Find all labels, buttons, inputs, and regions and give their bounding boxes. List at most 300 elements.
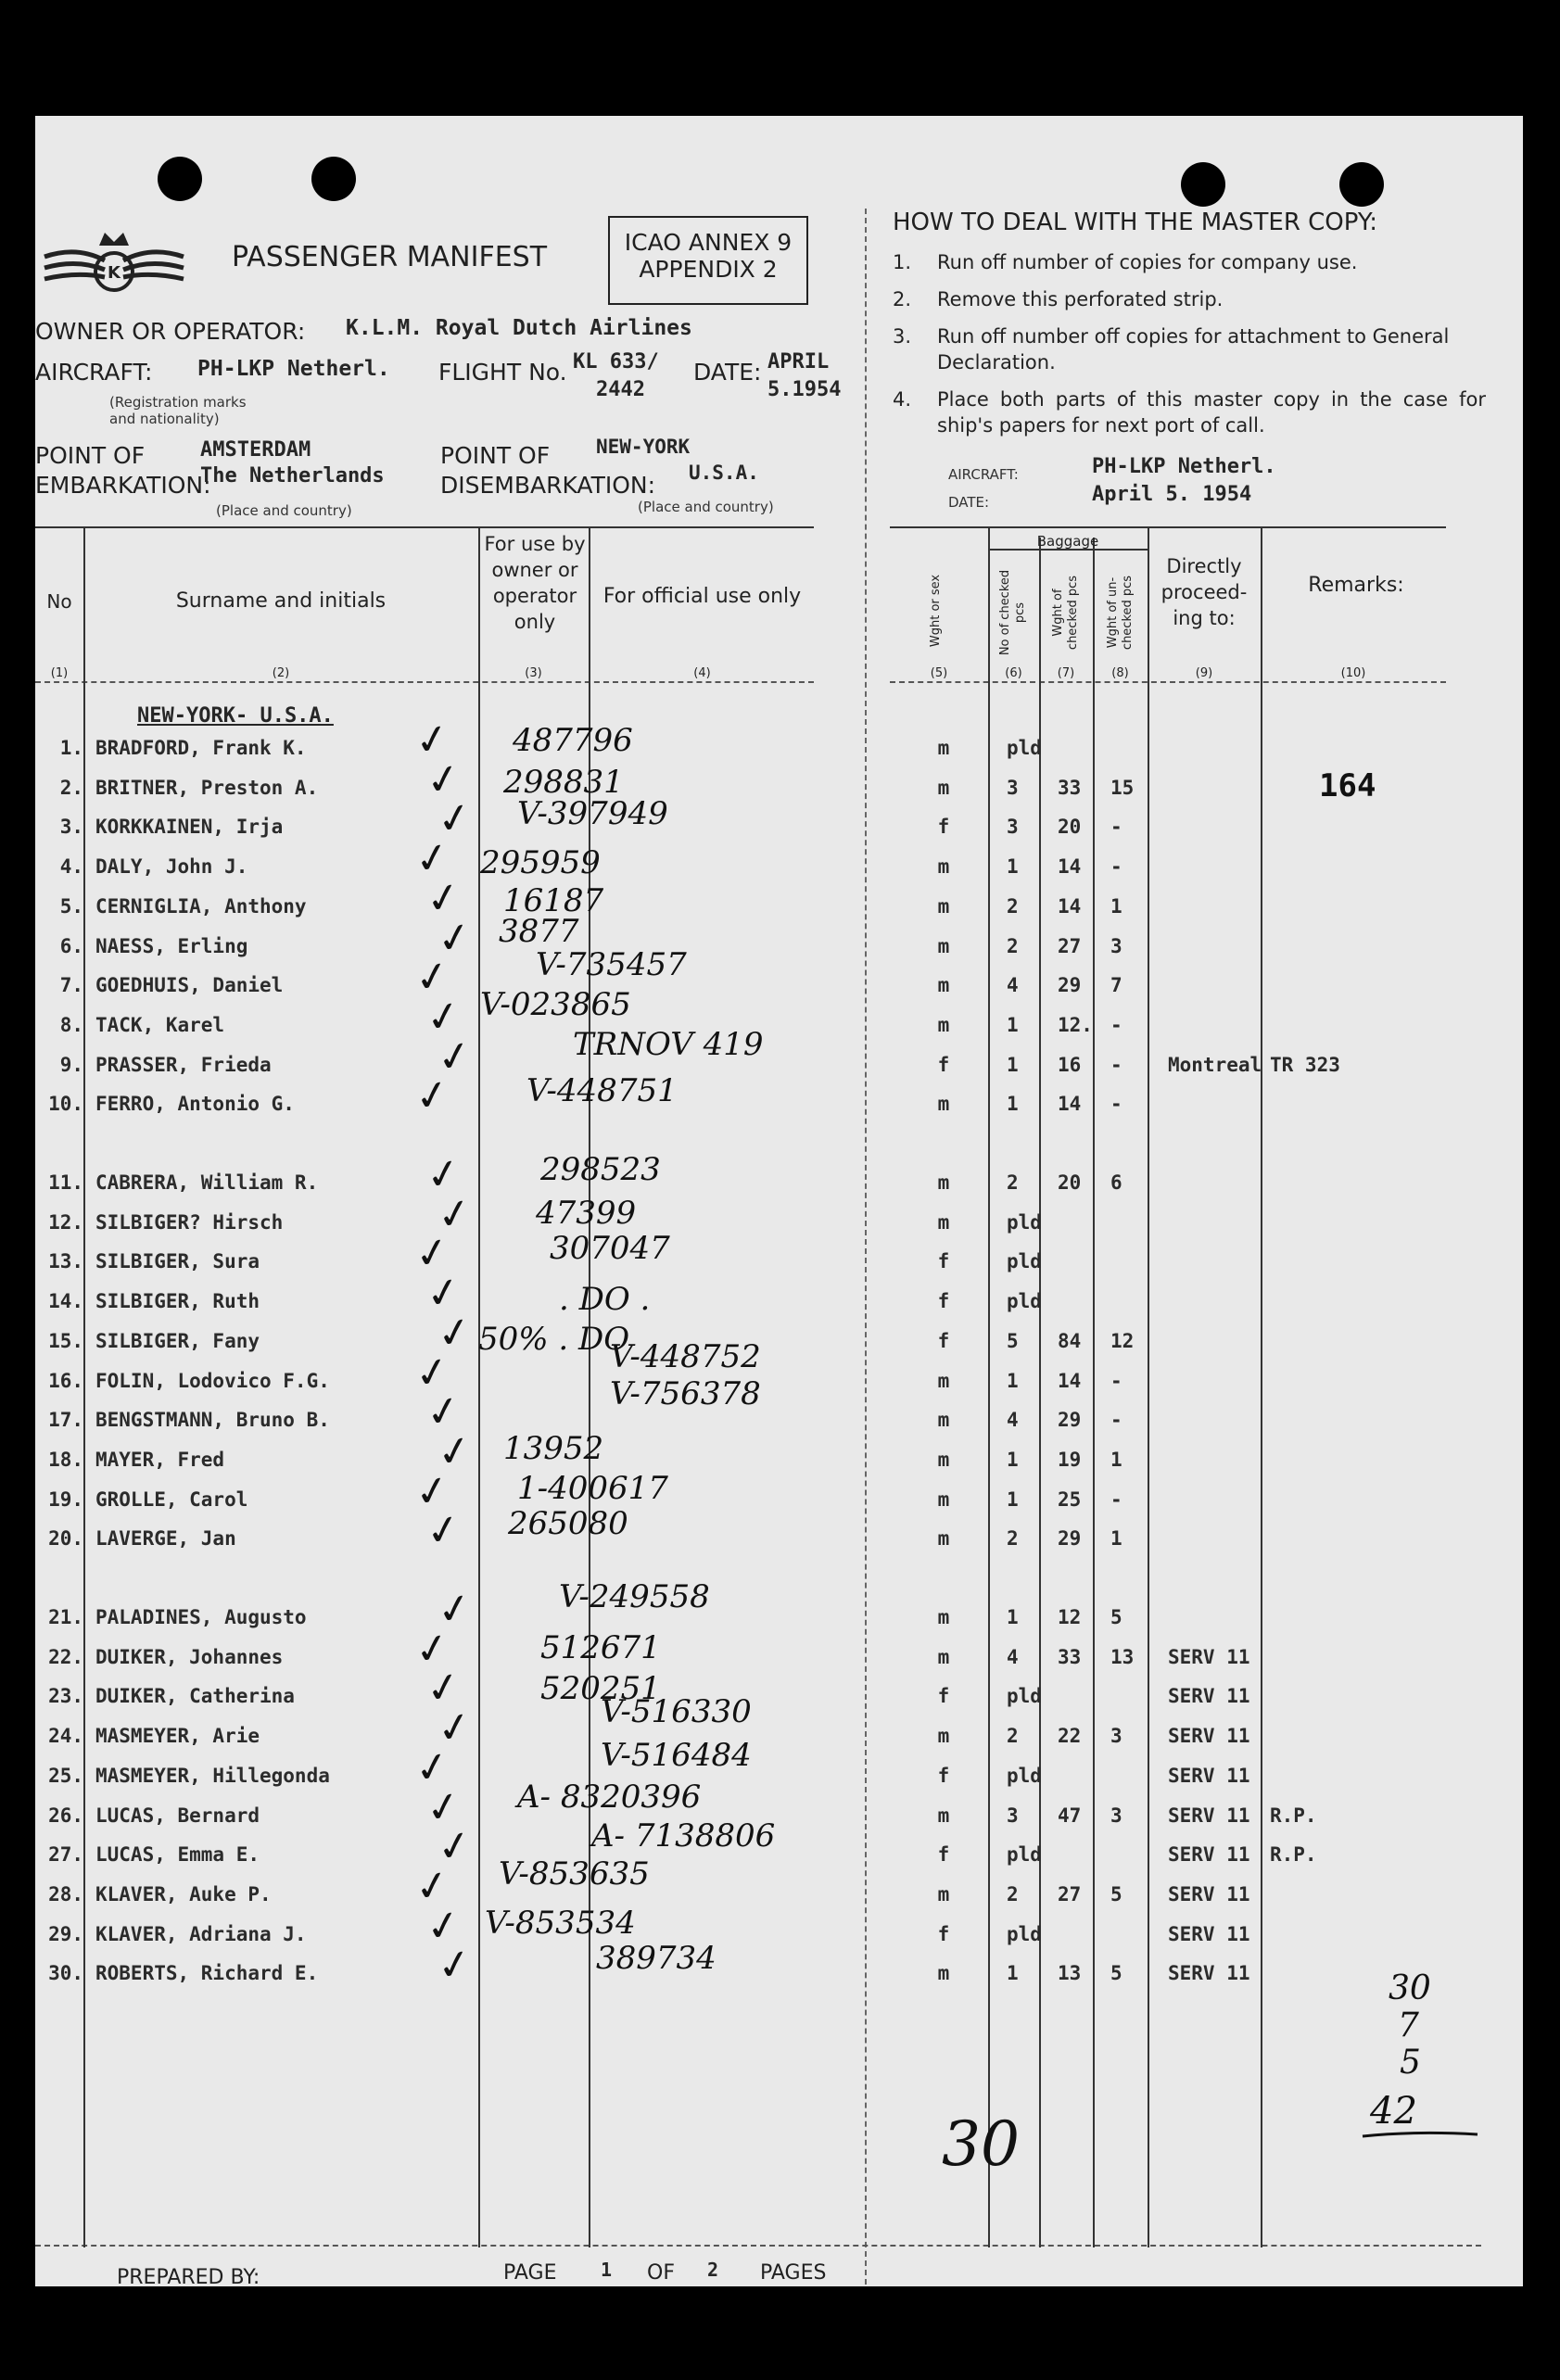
handwritten-doc-number: 47399 — [536, 1194, 637, 1232]
check-mark-icon: ✓ — [433, 1702, 476, 1754]
col-official: For official use only — [602, 585, 802, 608]
col-index: (4) — [693, 666, 711, 680]
table-row — [35, 1267, 1523, 1329]
passenger-sex: m — [937, 1962, 950, 1985]
unchecked-weight: 7 — [1110, 974, 1122, 997]
check-mark-icon: ✓ — [411, 1464, 454, 1518]
row-number: 25. — [48, 1764, 83, 1787]
embarkation-place: AMSTERDAM — [200, 438, 311, 462]
punch-hole — [158, 157, 202, 201]
handwritten-doc-number: 307047 — [550, 1230, 670, 1268]
row-number: 14. — [48, 1290, 83, 1313]
row-number: 2. — [59, 776, 83, 799]
embarkation-label-2: EMBARKATION: — [35, 472, 211, 499]
checked-pieces: 1 — [1007, 1962, 1019, 1985]
row-number: 24. — [48, 1725, 83, 1748]
passenger-name: SILBIGER, Ruth — [95, 1290, 260, 1313]
checked-weight: 20 — [1058, 816, 1082, 839]
passenger-name: KORKKAINEN, Irja — [95, 816, 284, 839]
check-mark-icon: ✓ — [433, 1425, 476, 1478]
row-number: 6. — [59, 934, 83, 957]
unchecked-weight: 15 — [1110, 776, 1135, 799]
unchecked-weight: - — [1110, 1013, 1122, 1036]
checked-pieces: 1 — [1007, 1369, 1019, 1392]
page-total: 2 — [707, 2259, 719, 2281]
embarkation-label: POINT OF — [35, 442, 146, 469]
row-number: 5. — [59, 894, 83, 918]
col-index: (2) — [272, 666, 290, 680]
passenger-sex: m — [937, 974, 950, 997]
table-row — [35, 946, 1523, 1013]
checked-weight: 27 — [1058, 1882, 1082, 1905]
passenger-sex: m — [937, 1448, 950, 1471]
checked-pieces: 3 — [1007, 776, 1019, 799]
checked-weight: 13 — [1058, 1962, 1082, 1985]
checked-weight: 12 — [1058, 1606, 1082, 1628]
check-mark-icon: ✓ — [433, 911, 476, 965]
destination-heading: NEW-YORK- U.S.A. — [137, 704, 334, 728]
check-mark-icon: ✓ — [422, 1662, 465, 1715]
flight-value-2: 2442 — [596, 378, 645, 401]
check-mark-icon: ✓ — [422, 871, 465, 925]
check-mark-icon: ✓ — [411, 714, 454, 766]
row-number: 18. — [48, 1448, 83, 1471]
passenger-name: CERNIGLIA, Anthony — [95, 894, 307, 918]
table-row — [35, 911, 1523, 974]
passenger-sex: m — [937, 1606, 950, 1628]
passenger-sex: m — [937, 1171, 950, 1194]
col-index: (7) — [1057, 666, 1075, 680]
table-row — [35, 1662, 1523, 1724]
unchecked-weight: - — [1110, 1409, 1122, 1432]
col-surname: Surname and initials — [175, 589, 387, 613]
passenger-name: BRADFORD, Frank K. — [95, 737, 307, 759]
handwritten-doc-number: V-448752 — [610, 1337, 761, 1375]
passenger-name: MAYER, Fred — [95, 1448, 225, 1471]
checked-weight: 47 — [1058, 1804, 1082, 1827]
instruction-item: 2. Remove this perforated strip. — [893, 288, 1224, 310]
check-mark-icon: ✓ — [433, 1030, 476, 1083]
table-row — [35, 1306, 1523, 1369]
handwritten-doc-number: V-735457 — [536, 946, 687, 984]
checked-weight: 14 — [1058, 1369, 1082, 1392]
unchecked-weight: 12 — [1110, 1329, 1135, 1352]
passenger-sex: f — [937, 1764, 950, 1787]
row-number: 21. — [48, 1606, 83, 1628]
handwritten-doc-number: 298523 — [540, 1151, 661, 1188]
passenger-sex: m — [937, 1013, 950, 1036]
passenger-remark: TR 323 — [1270, 1053, 1340, 1076]
passenger-sex: f — [937, 1843, 950, 1867]
passenger-name: NAESS, Erling — [95, 934, 248, 957]
passenger-sex: f — [937, 1250, 950, 1273]
instr-aircraft-value: PH-LKP Netherl. — [1092, 455, 1276, 478]
passenger-name: SILBIGER, Sura — [95, 1250, 260, 1273]
handwritten-doc-number: V-397949 — [517, 795, 668, 833]
checked-weight: 33 — [1058, 776, 1082, 799]
passenger-sex: m — [937, 1645, 950, 1668]
registration-note: (Registration marks — [109, 394, 247, 411]
row-number: 7. — [59, 974, 83, 997]
passenger-sex: f — [937, 1685, 950, 1708]
col-index: (5) — [930, 666, 948, 680]
unchecked-weight: 3 — [1110, 934, 1122, 957]
checked-pieces: 4 — [1007, 1409, 1019, 1432]
row-number: 27. — [48, 1843, 83, 1867]
passenger-name: SILBIGER, Fany — [95, 1329, 260, 1352]
passenger-sex: m — [937, 1527, 950, 1551]
checked-weight: 20 — [1058, 1171, 1082, 1194]
unchecked-weight: 1 — [1110, 894, 1122, 918]
row-number: 11. — [48, 1171, 83, 1194]
checked-pieces: 2 — [1007, 934, 1019, 957]
col-index: (3) — [525, 666, 542, 680]
row-number: 3. — [59, 816, 83, 839]
passenger-name: GROLLE, Carol — [95, 1488, 248, 1511]
passenger-sex: m — [937, 1093, 950, 1116]
proceeding-to: SERV 11 — [1168, 1843, 1250, 1867]
passenger-name: DUIKER, Catherina — [95, 1685, 295, 1708]
checked-weight: 25 — [1058, 1488, 1082, 1511]
passenger-sex: m — [937, 1409, 950, 1432]
table-row — [35, 1778, 1523, 1843]
row-number: 17. — [48, 1409, 83, 1432]
col-index: (1) — [50, 666, 69, 680]
passenger-sex: m — [937, 855, 950, 879]
embarkation-country: The Netherlands — [200, 464, 385, 487]
passenger-sex: f — [937, 1290, 950, 1313]
checked-weight: 14 — [1058, 1093, 1082, 1116]
row-number: 26. — [48, 1804, 83, 1827]
passenger-name: LUCAS, Bernard — [95, 1804, 260, 1827]
check-mark-icon: ✓ — [411, 832, 454, 885]
check-mark-icon: ✓ — [422, 1148, 465, 1201]
proceeding-to: SERV 11 — [1168, 1962, 1250, 1985]
owner-value: K.L.M. Royal Dutch Airlines — [346, 316, 692, 340]
proceeding-to: SERV 11 — [1168, 1764, 1250, 1787]
icao-appendix: APPENDIX 2 — [639, 256, 778, 283]
check-mark-icon: ✓ — [411, 1070, 454, 1123]
col-checked-pcs: No of checked pcs — [998, 569, 1027, 656]
punch-hole — [1339, 162, 1384, 207]
checked-pieces: 1 — [1007, 1053, 1019, 1076]
check-mark-icon: ✓ — [411, 1227, 454, 1281]
col-index: (8) — [1111, 666, 1129, 680]
checked-pieces: 4 — [1007, 974, 1019, 997]
table-row — [35, 1464, 1523, 1527]
handwritten-doc-number: 265080 — [508, 1505, 628, 1543]
page-label: PAGE — [503, 2261, 557, 2285]
passenger-sex: m — [937, 776, 950, 799]
passenger-name: FERRO, Antonio G. — [95, 1093, 295, 1116]
handwritten-doc-number: A- 8320396 — [517, 1778, 702, 1816]
handwritten-doc-number: . DO . — [559, 1281, 651, 1319]
checked-weight: 14 — [1058, 855, 1082, 879]
passenger-name: BENGSTMANN, Bruno B. — [95, 1409, 330, 1432]
owner-label: OWNER OR OPERATOR: — [35, 318, 306, 345]
handwritten-doc-number: 389734 — [596, 1940, 717, 1978]
proceeding-to: SERV 11 — [1168, 1645, 1250, 1668]
checked-weight: 29 — [1058, 1527, 1082, 1551]
handwritten-doc-number: V-853534 — [485, 1904, 636, 1942]
unchecked-weight: - — [1110, 1053, 1122, 1076]
disembarkation-place: NEW-YORK — [596, 436, 691, 458]
passenger-name: CABRERA, William R. — [95, 1171, 319, 1194]
proceeding-to: SERV 11 — [1168, 1882, 1250, 1905]
row-number: 1. — [59, 737, 83, 759]
tally-total: 42 — [1370, 2090, 1417, 2133]
checked-pieces: pld — [1007, 1764, 1042, 1787]
checked-weight: 22 — [1058, 1725, 1082, 1748]
unchecked-weight: - — [1110, 1369, 1122, 1392]
check-mark-icon: ✓ — [422, 1386, 465, 1439]
check-mark-icon: ✓ — [411, 951, 454, 1005]
handwritten-doc-number: V-756378 — [610, 1375, 761, 1413]
passenger-remark: R.P. — [1270, 1804, 1317, 1827]
passenger-sex: m — [937, 1488, 950, 1511]
passenger-name: FOLIN, Lodovico F.G. — [95, 1369, 330, 1392]
date-label: DATE: — [693, 359, 762, 386]
checked-pieces: 1 — [1007, 1013, 1019, 1036]
passenger-name: BRITNER, Preston A. — [95, 776, 319, 799]
page-number: 1 — [601, 2259, 613, 2281]
instruction-item: 3. Run off number off copies for attachment to General Declaration. — [893, 325, 1450, 373]
col-index: (10) — [1340, 666, 1366, 680]
table-row — [35, 1227, 1523, 1289]
check-mark-icon: ✓ — [433, 1306, 476, 1360]
row-number: 23. — [48, 1685, 83, 1708]
table-row — [35, 1025, 1523, 1093]
checked-weight: 84 — [1058, 1329, 1082, 1352]
row-number: 15. — [48, 1329, 83, 1352]
check-mark-icon: ✓ — [411, 1860, 454, 1913]
instr-date-label: DATE: — [948, 494, 990, 511]
embarkation-note: (Place and country) — [216, 502, 352, 519]
col-index: (9) — [1195, 666, 1213, 680]
handwritten-doc-number: 512671 — [540, 1628, 661, 1666]
col-wght-sex: Wght or sex — [929, 574, 943, 648]
table-row — [35, 1187, 1523, 1250]
checked-pieces: 1 — [1007, 855, 1019, 879]
row-number: 19. — [48, 1488, 83, 1511]
unchecked-weight: 5 — [1110, 1962, 1122, 1985]
row-number: 20. — [48, 1527, 83, 1551]
handwritten-doc-number: 520251 — [540, 1670, 661, 1708]
tally-value: 30 — [1389, 1969, 1431, 2007]
proceeding-to: SERV 11 — [1168, 1804, 1250, 1827]
handwritten-doc-number: 298831 — [503, 763, 624, 801]
passenger-name: LAVERGE, Jan — [95, 1527, 236, 1551]
passenger-sex: f — [937, 1329, 950, 1352]
handwritten-doc-number: 13952 — [503, 1429, 604, 1467]
row-number: 22. — [48, 1645, 83, 1668]
manifest-sheet — [35, 116, 1523, 2286]
checked-pieces: 3 — [1007, 1804, 1019, 1827]
row-number: 9. — [59, 1053, 83, 1076]
passenger-name: MASMEYER, Hillegonda — [95, 1764, 330, 1787]
punch-hole — [311, 157, 356, 201]
flight-value: KL 633/ — [573, 350, 659, 373]
passenger-sex: m — [937, 1882, 950, 1905]
checked-pieces: pld — [1007, 1250, 1042, 1273]
check-mark-icon: ✓ — [433, 1939, 476, 1993]
passenger-sex: f — [937, 816, 950, 839]
handwritten-doc-number: 16187 — [503, 881, 604, 919]
handwritten-doc-number: V-853635 — [499, 1855, 650, 1893]
passenger-name: DALY, John J. — [95, 855, 248, 879]
col-baggage: Baggage — [1036, 533, 1099, 550]
checked-pieces: 2 — [1007, 1882, 1019, 1905]
table-row — [35, 1504, 1523, 1566]
unchecked-weight: 1 — [1110, 1448, 1122, 1471]
handwritten-doc-number: V-448751 — [526, 1072, 678, 1110]
checked-pieces: pld — [1007, 1685, 1042, 1708]
handwritten-doc-number: TRNOV 419 — [573, 1025, 764, 1063]
row-number: 16. — [48, 1369, 83, 1392]
instructions-title: HOW TO DEAL WITH THE MASTER COPY: — [893, 209, 1378, 236]
col-wght-checked: Wght of checked pcs — [1051, 575, 1080, 651]
table-row — [35, 1817, 1523, 1882]
proceeding-to: Montreal — [1168, 1053, 1262, 1076]
checked-pieces: 2 — [1007, 894, 1019, 918]
checked-pieces: 1 — [1007, 1448, 1019, 1471]
passenger-name: DUIKER, Johannes — [95, 1645, 284, 1668]
manifest-title: PASSENGER MANIFEST — [232, 241, 548, 273]
handwritten-doc-number: 50% . DO — [478, 1320, 630, 1358]
instr-date-value: April 5. 1954 — [1092, 483, 1252, 506]
remark-number: 164 — [1319, 767, 1376, 804]
checked-pieces: 1 — [1007, 1093, 1019, 1116]
checked-weight: 14 — [1058, 894, 1082, 918]
passenger-sex: m — [937, 894, 950, 918]
col-no: No — [46, 590, 72, 613]
checked-weight: 29 — [1058, 1409, 1082, 1432]
check-mark-icon: ✓ — [422, 1899, 465, 1953]
check-mark-icon: ✓ — [422, 1267, 465, 1320]
unchecked-weight: - — [1110, 855, 1122, 879]
checked-weight: 33 — [1058, 1645, 1082, 1668]
icao-box — [608, 216, 808, 305]
table-row — [35, 1939, 1523, 2001]
check-mark-icon: ✓ — [433, 1583, 476, 1636]
row-number: 13. — [48, 1250, 83, 1273]
proceeding-to: SERV 11 — [1168, 1685, 1250, 1708]
table-row — [35, 792, 1523, 855]
handwritten-doc-number: V-249558 — [559, 1578, 710, 1615]
checked-pieces: 5 — [1007, 1329, 1019, 1352]
col-wght-unchecked: Wght of un-checked pcs — [1106, 575, 1135, 651]
table-row — [35, 871, 1523, 934]
passenger-sex: f — [937, 1053, 950, 1076]
aircraft-label: AIRCRAFT: — [35, 359, 153, 386]
icao-annex: ICAO ANNEX 9 — [624, 229, 793, 256]
handwritten-doc-number: 1-400617 — [517, 1469, 668, 1507]
checked-weight: 29 — [1058, 974, 1082, 997]
prepared-by-label: PREPARED BY: — [117, 2266, 260, 2286]
check-mark-icon: ✓ — [411, 1622, 454, 1676]
table-row — [35, 1148, 1523, 1210]
passenger-sex: m — [937, 1210, 950, 1234]
pages-label: PAGES — [760, 2261, 827, 2285]
checked-pieces: pld — [1007, 1922, 1042, 1945]
tally-value: 7 — [1398, 2007, 1419, 2045]
checked-pieces: pld — [1007, 1843, 1042, 1867]
table-row — [35, 1622, 1523, 1685]
table-top-rule-right — [890, 526, 1446, 528]
checked-pieces: 1 — [1007, 1606, 1019, 1628]
passenger-name: KLAVER, Adriana J. — [95, 1922, 307, 1945]
handwritten-doc-number: 487796 — [513, 722, 633, 759]
checked-pieces: pld — [1007, 737, 1042, 759]
unchecked-weight: 13 — [1110, 1645, 1135, 1668]
table-row — [35, 1425, 1523, 1488]
unchecked-weight: 3 — [1110, 1804, 1122, 1827]
checked-pieces: 1 — [1007, 1488, 1019, 1511]
row-number: 10. — [48, 1093, 83, 1116]
handwritten-doc-number: V-023865 — [480, 985, 631, 1023]
checked-pieces: pld — [1007, 1210, 1042, 1234]
unchecked-weight: 1 — [1110, 1527, 1122, 1551]
checked-weight: 19 — [1058, 1448, 1082, 1471]
handwritten-doc-number: A- 7138806 — [591, 1817, 776, 1855]
instr-aircraft-label: AIRCRAFT: — [948, 466, 1019, 483]
check-mark-icon: ✓ — [422, 1780, 465, 1834]
row-number: 12. — [48, 1210, 83, 1234]
check-mark-icon: ✓ — [422, 753, 465, 806]
unchecked-weight: 3 — [1110, 1725, 1122, 1748]
handwritten-doc-number: V-516330 — [601, 1693, 752, 1731]
col-directly: Directly proceed-ing to: — [1160, 555, 1248, 629]
col-remarks: Remarks: — [1308, 574, 1404, 597]
passenger-name: KLAVER, Auke P. — [95, 1882, 272, 1905]
checked-weight: 27 — [1058, 934, 1082, 957]
check-mark-icon: ✓ — [422, 1504, 465, 1558]
instructions-list — [893, 249, 1486, 438]
instruction-item: 4. Place both parts of this master copy in the case for ship's papers for next port of call. — [893, 388, 1486, 437]
table-bottom-rule — [35, 2245, 1481, 2247]
check-mark-icon: ✓ — [433, 792, 476, 846]
disembarkation-country: U.S.A. — [689, 462, 759, 484]
checked-weight: 16 — [1058, 1053, 1082, 1076]
handwritten-count: 30 — [942, 2108, 1020, 2180]
check-mark-icon: ✓ — [411, 1741, 454, 1794]
disembarkation-label-2: DISEMBARKATION: — [440, 472, 656, 499]
checked-pieces: 2 — [1007, 1725, 1019, 1748]
passenger-name: MASMEYER, Arie — [95, 1725, 260, 1748]
of-label: OF — [647, 2261, 675, 2285]
checked-pieces: 4 — [1007, 1645, 1019, 1668]
flight-label: FLIGHT No. — [438, 359, 567, 386]
handwritten-doc-number: V-516484 — [601, 1736, 752, 1774]
date-value-2: 5.1954 — [767, 378, 842, 401]
row-number: 28. — [48, 1882, 83, 1905]
table-row — [35, 1070, 1523, 1132]
tally-underline — [1361, 2127, 1481, 2146]
instruction-item: 1. Run off number of copies for company use. — [893, 251, 1358, 273]
check-mark-icon: ✓ — [433, 1820, 476, 1874]
passenger-sex: m — [937, 737, 950, 759]
table-row — [35, 832, 1523, 894]
unchecked-weight: - — [1110, 1488, 1122, 1511]
check-mark-icon: ✓ — [411, 1346, 454, 1399]
disembarkation-note: (Place and country) — [638, 499, 774, 515]
checked-pieces: 2 — [1007, 1527, 1019, 1551]
passenger-sex: f — [937, 1922, 950, 1945]
proceeding-to: SERV 11 — [1168, 1725, 1250, 1748]
handwritten-doc-number: 295959 — [480, 844, 601, 882]
unchecked-weight: - — [1110, 1093, 1122, 1116]
unchecked-weight: 6 — [1110, 1171, 1122, 1194]
